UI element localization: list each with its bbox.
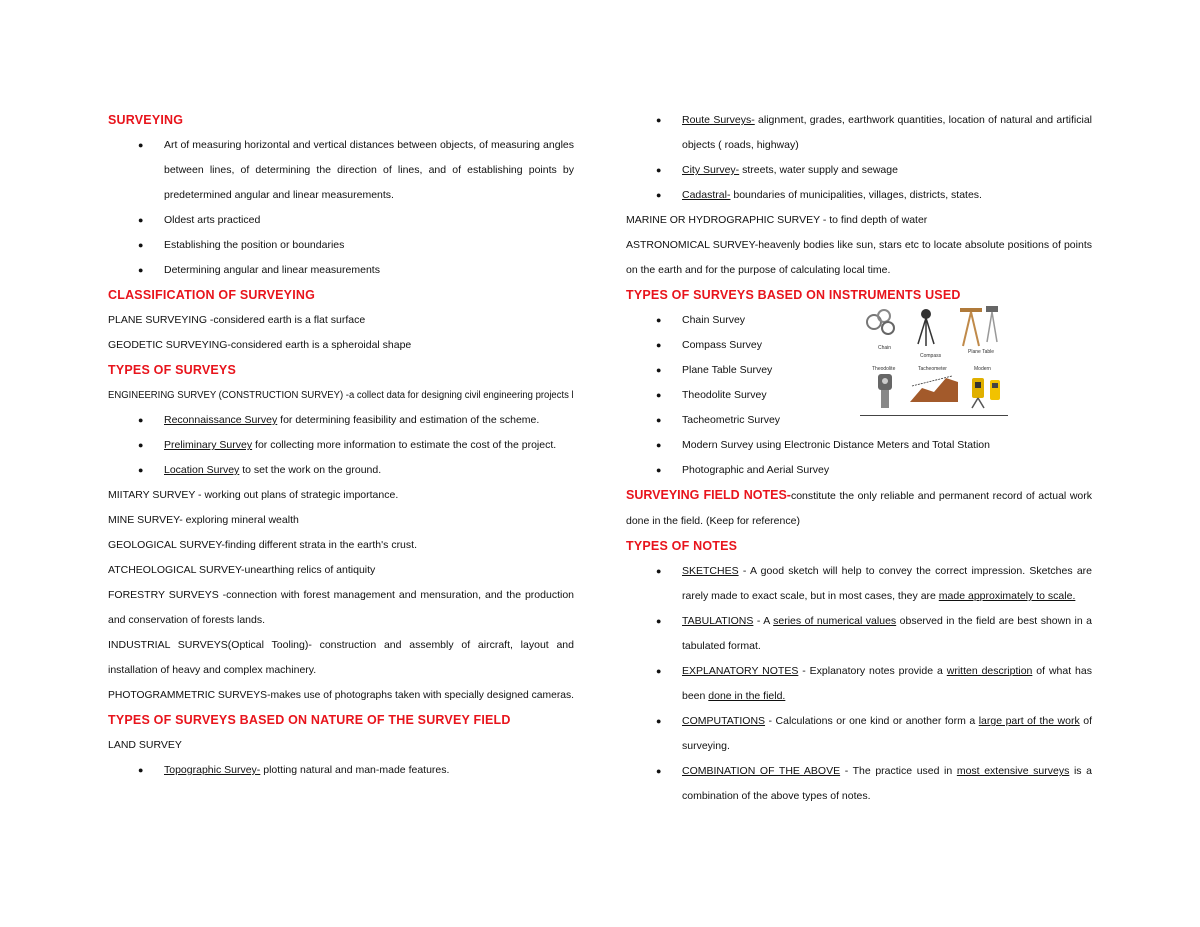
figure-label: Chain [878,345,892,351]
list-item: ● Tacheometric Survey [626,408,1092,433]
bullet-icon: ● [138,465,144,475]
text-line: GEOLOGICAL SURVEY-finding different strata in the earth's crust. [108,539,417,551]
list-item: ● City Survey- streets, water supply and sewage [626,158,1092,183]
bullet-icon: ● [138,240,144,250]
list-item: ● Location Survey to set the work on the ground. [108,458,574,483]
list-item: ● Cadastral- boundaries of municipalities, villages, districts, states. [626,183,1092,208]
tacheometer-icon [910,376,958,402]
theodolite-icon [878,374,892,408]
list-item: ● SKETCHES - A good sketch will help to convey the correct impression. Sketches are rarely made to exact scale, but in most cases, they are made approximately to scale. [626,559,1092,609]
field-notes-paragraph: SURVEYING FIELD NOTES-constitute the only reliable and permanent record of actual work done in the field. (Keep for reference) [626,488,1092,527]
list-item: ● Determining angular and linear measurements [108,258,574,283]
bullet-icon: ● [656,415,662,425]
bullet-icon: ● [656,716,662,726]
list-item: ● Route Surveys- alignment, grades, earthwork quantities, location of natural and artificial objects ( roads, highway) [626,108,1092,158]
left-column [108,108,574,783]
list-item: ● Chain Survey [626,308,1092,333]
text-paragraph: ASTRONOMICAL SURVEY-heavenly bodies like sun, stars etc to locate absolute positions of points on the earth and for the purpose of calculating local time. [626,239,1092,276]
total-station-icon [972,378,1000,408]
list-item: ● Compass Survey [626,333,1092,358]
plane-table-icon [960,306,998,346]
bullet-icon: ● [138,215,144,225]
text-line: ENGINEERING SURVEY (CONSTRUCTION SURVEY) -a collect data for designing civil engineering projects l [108,390,574,401]
heading-types-of-surveys: TYPES OF SURVEYS [108,363,237,377]
bullet-icon: ● [656,190,662,200]
bullet-icon: ● [138,140,144,150]
heading-instruments: TYPES OF SURVEYS BASED ON INSTRUMENTS USED [626,288,961,302]
instruments-illustration [860,302,1008,414]
list-item: ● Preliminary Survey for collecting more information to estimate the cost of the project. [108,433,574,458]
survey-instruments-figure [860,302,1008,416]
figure-label: Compass [920,353,942,359]
text-line: PHOTOGRAMMETRIC SURVEYS-makes use of photographs taken with specially designed cameras. [108,689,575,701]
right-column [626,108,1092,809]
list-item: ● COMPUTATIONS - Calculations or one kind or another form a large part of the work of surveying. [626,709,1092,759]
text-line: ATCHEOLOGICAL SURVEY-unearthing relics of antiquity [108,564,376,576]
list-item: ● Establishing the position or boundaries [108,233,574,258]
text-line: PLANE SURVEYING -considered earth is a flat surface [108,314,366,326]
text-paragraph: INDUSTRIAL SURVEYS(Optical Tooling)- construction and assembly of aircraft, layout and installation of heavy and complex machinery. [108,639,574,676]
text-paragraph: FORESTRY SURVEYS -connection with forest management and mensuration, and the production and conservation of forests lands. [108,589,574,626]
heading-types-of-notes: TYPES OF NOTES [626,539,738,553]
list-item: ● Photographic and Aerial Survey [626,458,1092,483]
bullet-icon: ● [656,315,662,325]
list-item: ● Reconnaissance Survey for determining feasibility and estimation of the scheme. [108,408,574,433]
bullet-icon: ● [656,165,662,175]
bullet-icon: ● [656,440,662,450]
bullet-icon: ● [138,765,144,775]
heading-surveying: SURVEYING [108,113,184,127]
figure-label: Modern [974,366,991,372]
list-item: ● EXPLANATORY NOTES - Explanatory notes provide a written description of what has been done in the field. [626,659,1092,709]
list-item: ● COMBINATION OF THE ABOVE - The practice used in most extensive surveys is a combination of the above types of notes. [626,759,1092,809]
bullet-icon: ● [138,415,144,425]
chain-icon [867,310,894,334]
heading-nature-of-field: TYPES OF SURVEYS BASED ON NATURE OF THE SURVEY FIELD [108,713,511,727]
bullet-icon: ● [656,616,662,626]
list-item: ● TABULATIONS - A series of numerical values observed in the field are best shown in a tabulated format. [626,609,1092,659]
bullet-icon: ● [656,340,662,350]
bullet-icon: ● [656,666,662,676]
list-item: ● Plane Table Survey [626,358,1092,383]
figure-label: Theodolite [872,366,896,372]
bullet-icon: ● [656,566,662,576]
bullet-icon: ● [656,365,662,375]
text-line: MARINE OR HYDROGRAPHIC SURVEY - to find depth of water [626,214,928,226]
text-line: MINE SURVEY- exploring mineral wealth [108,514,299,526]
list-item: ● Modern Survey using Electronic Distance Meters and Total Station [626,433,1092,458]
bullet-icon: ● [138,265,144,275]
list-item: ● Oldest arts practiced [108,208,574,233]
figure-label: Tacheometer [918,366,947,372]
list-item: ● Art of measuring horizontal and vertical distances between objects, of measuring angles between lines, of determining the direction of lines, and of establishing points by predetermined angular and linear measurements. [108,133,574,208]
heading-classification: CLASSIFICATION OF SURVEYING [108,288,316,302]
list-item: ● Topographic Survey- plotting natural and man-made features. [108,758,574,783]
bullet-icon: ● [138,440,144,450]
bullet-icon: ● [656,465,662,475]
text-line: GEODETIC SURVEYING-considered earth is a spheroidal shape [108,339,412,351]
text-line: LAND SURVEY [108,739,182,751]
figure-divider [860,415,1008,416]
bullet-icon: ● [656,390,662,400]
text-line: MIITARY SURVEY - working out plans of strategic importance. [108,489,399,501]
list-item: ● Theodolite Survey [626,383,1092,408]
bullet-icon: ● [656,115,662,125]
bullet-icon: ● [656,766,662,776]
compass-icon [918,309,934,346]
figure-label: Plane Table [968,349,995,355]
